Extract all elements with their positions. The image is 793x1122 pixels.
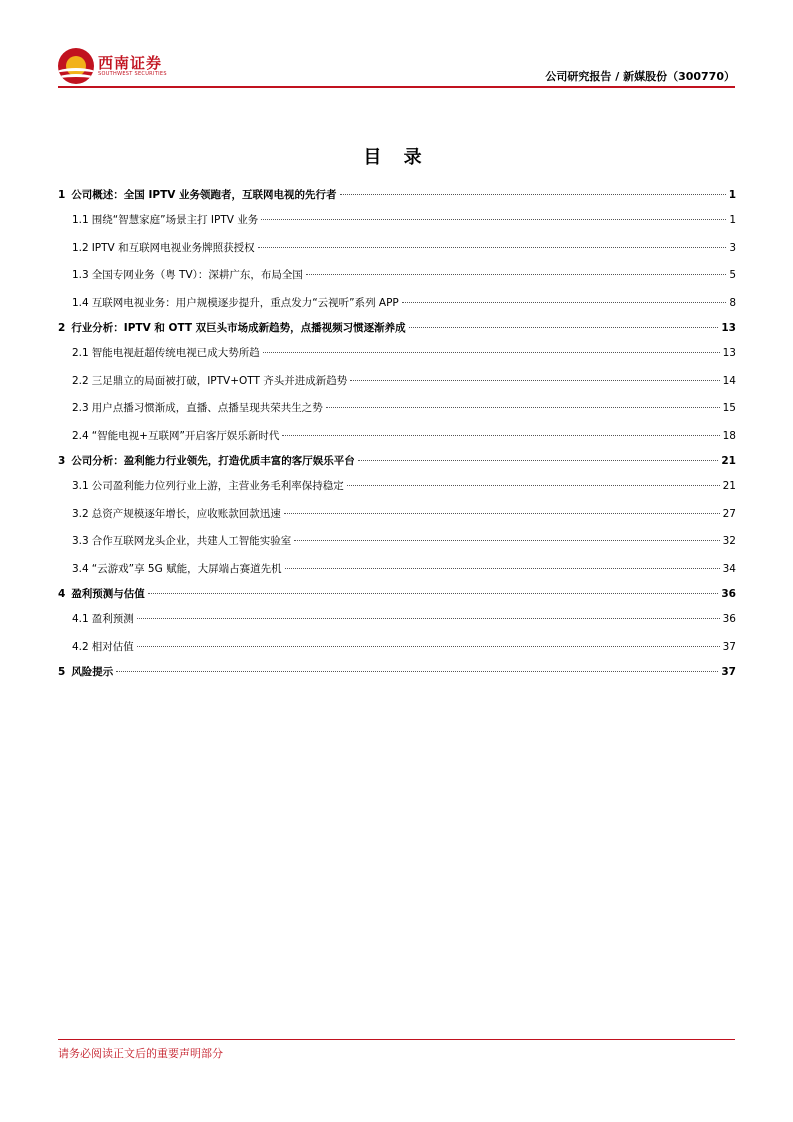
- toc-entry[interactable]: [58, 606, 736, 634]
- toc-dot-leader: [350, 380, 719, 381]
- toc-title: 目 录: [363, 147, 430, 168]
- toc-entry-number: 3: [58, 455, 66, 467]
- toc-entry[interactable]: [58, 528, 736, 556]
- toc-entry-number: 5: [58, 666, 66, 678]
- toc-entry[interactable]: [58, 290, 736, 318]
- toc-entry-title: 三足鼎立的局面被打破，IPTV+OTT 齐头并进成新趋势: [91, 374, 348, 387]
- toc-dot-leader: [409, 327, 719, 328]
- company-logo: [58, 48, 178, 88]
- toc-entry-title: 公司概述：全国 IPTV 业务领跑者，互联网电视的先行者: [71, 189, 337, 201]
- toc-entry-page: 27: [722, 507, 736, 520]
- toc-entry-number: 3.4: [72, 562, 89, 575]
- toc-entry-page: 13: [722, 347, 736, 359]
- toc-entry-page: 36: [721, 588, 736, 600]
- toc-dot-leader: [358, 460, 719, 461]
- toc-entry-title: 公司分析：盈利能力行业领先，打造优质丰富的客厅娱乐平台: [71, 455, 355, 467]
- header-divider: [58, 86, 735, 88]
- toc-entry-title: 盈利预测与估值: [71, 588, 145, 600]
- toc-entry-page: 14: [722, 374, 736, 387]
- toc-entry[interactable]: [58, 556, 736, 584]
- toc-dot-leader: [116, 671, 718, 672]
- toc-entry-title: “云游戏”享 5G 赋能，大屏端占赛道先机: [91, 562, 282, 575]
- logo-name-en: SOUTHWEST SECURITIES: [98, 71, 167, 77]
- toc-entry-title: “智能电视+互联网”开启客厅娱乐新时代: [91, 429, 280, 442]
- toc-entry[interactable]: [58, 634, 736, 662]
- toc-entry[interactable]: [58, 317, 736, 340]
- footer-divider: [58, 1039, 735, 1040]
- toc-dot-leader: [137, 646, 720, 647]
- toc-entry-number: 3.2: [72, 507, 89, 520]
- toc-entry-number: 4.2: [72, 640, 89, 653]
- toc-dot-leader: [285, 568, 720, 569]
- toc-entry-number: 1: [58, 189, 66, 201]
- toc-entry-page: 3: [729, 241, 736, 254]
- toc-entry[interactable]: [58, 207, 736, 235]
- toc-entry-page: 36: [722, 613, 736, 625]
- toc-entry-number: 1.2: [72, 241, 89, 254]
- toc-entry-title: 行业分析：IPTV 和 OTT 双巨头市场成新趋势，点播视频习惯逐渐养成: [71, 322, 406, 334]
- toc-entry-page: 21: [721, 455, 736, 467]
- toc-entry-number: 4.1: [72, 613, 89, 625]
- toc-entry-number: 2.3: [72, 402, 89, 414]
- toc-dot-leader: [347, 485, 720, 486]
- toc-dot-leader: [261, 219, 726, 220]
- toc-entry-title: 用户点播习惯渐成，直播、点播呈现共荣共生之势: [91, 402, 323, 414]
- toc-entry-page: 18: [722, 429, 736, 442]
- toc-entry-number: 2.2: [72, 374, 89, 387]
- toc-dot-leader: [137, 618, 720, 619]
- toc-entry[interactable]: [58, 235, 736, 263]
- logo-name-cn: 西南证券: [98, 54, 163, 72]
- toc-dot-leader: [263, 352, 720, 353]
- toc-entry-page: 15: [722, 402, 736, 414]
- toc-entry-page: 13: [721, 322, 736, 334]
- toc-entry-number: 2.4: [72, 429, 89, 442]
- toc-entry-page: 32: [722, 535, 736, 547]
- report-label: 公司研究报告 / 新媒股份（300770）: [545, 70, 735, 83]
- toc-entry-title: 风险提示: [71, 666, 114, 678]
- toc-entry-page: 1: [728, 189, 736, 201]
- toc-dot-leader: [326, 407, 720, 408]
- toc-entry[interactable]: [58, 450, 736, 473]
- toc-entry-number: 1.4: [72, 296, 89, 309]
- toc-entry-page: 1: [729, 214, 736, 226]
- toc-dot-leader: [306, 274, 726, 275]
- page-header: [0, 0, 793, 90]
- toc-entry-number: 2.1: [72, 347, 89, 359]
- toc-entry-number: 4: [58, 588, 66, 600]
- toc-entry[interactable]: [58, 423, 736, 451]
- toc-entry[interactable]: [58, 583, 736, 606]
- toc-entry-number: 3.3: [72, 535, 89, 547]
- logo-emblem-icon: [58, 48, 94, 84]
- toc-entry-title: 合作互联网龙头企业，共建人工智能实验室: [91, 535, 292, 547]
- toc-entry-number: 1.3: [72, 269, 89, 281]
- toc-entry[interactable]: [58, 501, 736, 529]
- toc-entry-title: 盈利预测: [91, 613, 134, 625]
- toc-entry-title: 互联网电视业务：用户规模逐步提升，重点发力“云视听”系列 APP: [91, 296, 399, 309]
- toc-dot-leader: [294, 540, 719, 541]
- toc-entry-page: 34: [722, 562, 736, 575]
- toc-entry[interactable]: [58, 368, 736, 396]
- toc-dot-leader: [340, 194, 726, 195]
- toc-entry[interactable]: [58, 262, 736, 290]
- toc-entry-page: 37: [721, 666, 736, 678]
- toc-entry-page: 37: [722, 640, 736, 653]
- toc-entry[interactable]: [58, 661, 736, 684]
- toc-entry-title: 相对估值: [91, 640, 134, 653]
- toc-entry[interactable]: [58, 184, 736, 207]
- toc-dot-leader: [258, 247, 727, 248]
- toc-dot-leader: [402, 302, 727, 303]
- toc-entry-page: 8: [729, 296, 736, 309]
- toc-dot-leader: [282, 435, 719, 436]
- toc-dot-leader: [148, 593, 719, 594]
- toc-entry-number: 2: [58, 322, 66, 334]
- table-of-contents: [58, 184, 736, 684]
- toc-entry-title: 智能电视赶超传统电视已成大势所趋: [91, 347, 260, 359]
- toc-entry-title: 全国专网业务（粤 TV）：深耕广东，布局全国: [91, 269, 303, 281]
- toc-entry-title: 总资产规模逐年增长，应收账款回款迅速: [91, 507, 281, 520]
- toc-entry-page: 21: [722, 480, 736, 492]
- toc-entry-title: IPTV 和互联网电视业务牌照获授权: [91, 241, 255, 254]
- toc-entry[interactable]: [58, 340, 736, 368]
- toc-entry-number: 3.1: [72, 480, 89, 492]
- footer-disclaimer: 请务必阅读正文后的重要声明部分: [58, 1047, 223, 1060]
- toc-entry[interactable]: [58, 473, 736, 501]
- toc-entry-title: 围绕“智慧家庭”场景主打 IPTV 业务: [91, 214, 259, 226]
- toc-dot-leader: [284, 513, 720, 514]
- toc-entry[interactable]: [58, 395, 736, 423]
- toc-entry-page: 5: [729, 269, 736, 281]
- toc-entry-title: 公司盈利能力位列行业上游，主营业务毛利率保持稳定: [91, 480, 344, 492]
- toc-entry-number: 1.1: [72, 214, 89, 226]
